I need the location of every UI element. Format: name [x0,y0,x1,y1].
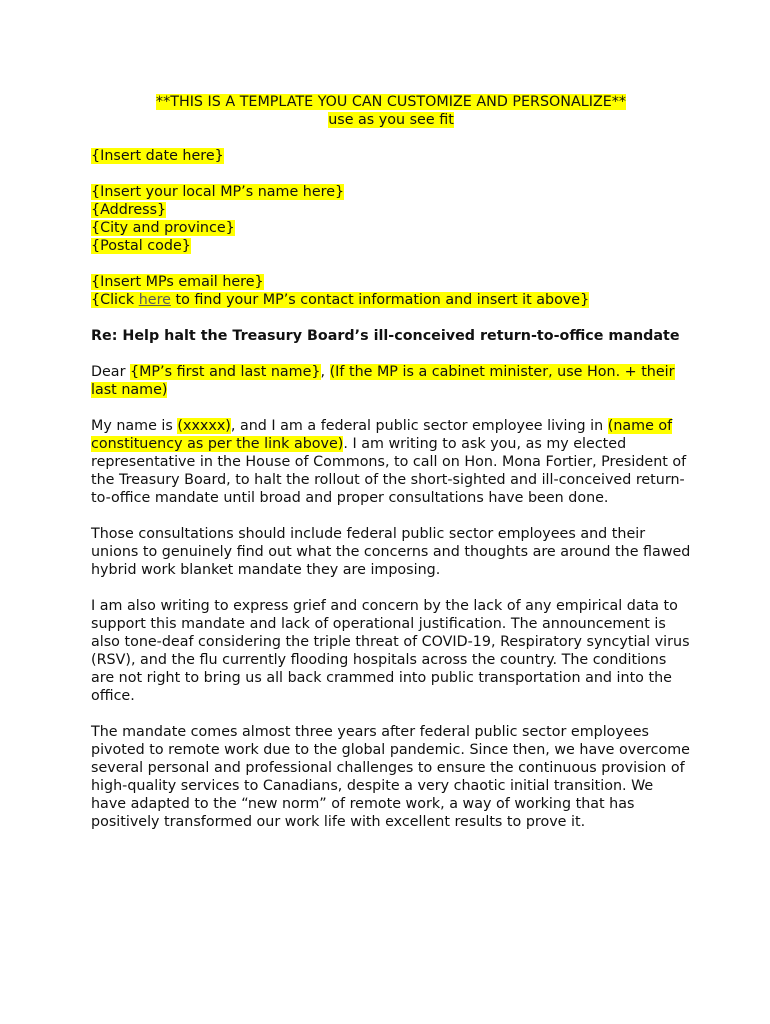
spacer [91,165,691,183]
spacer [91,255,691,273]
date-placeholder: {Insert date here} [91,148,224,164]
salutation: Dear {MP’s first and last name}, (If the MP is a cabinet minister, use Hon. + their last name) [91,364,675,398]
body-paragraph-4: The mandate comes almost three years after federal public sector employees pivoted to remote work due to the global pandemic. Since then, we have overcome several personal and professional challenges to ensure the continuous provision of high-quality services to Canadians, despite a very chaotic initial transition. We have adapted to the “new norm” of remote work, a way of working that has positively transformed our work life with excellent results to prove it. [91,724,690,830]
template-notice: **THIS IS A TEMPLATE YOU CAN CUSTOMIZE AND PERSONALIZE** [155,94,627,110]
letter-page [91,93,691,831]
spacer [91,705,691,723]
spacer [91,129,691,147]
spacer [91,579,691,597]
city-province-placeholder: {City and province} [91,220,235,236]
postal-code-placeholder: {Postal code} [91,238,191,254]
mp-lookup-link[interactable]: here [138,292,171,308]
email-placeholder: {Insert MPs email here} [91,274,264,290]
address-placeholder: {Address} [91,202,167,218]
subject-line: Re: Help halt the Treasury Board’s ill-conceived return-to-office mandate [91,328,680,344]
spacer [91,399,691,417]
mp-name-placeholder: {Insert your local MP’s name here} [91,184,345,200]
body-paragraph-2: Those consultations should include federal public sector employees and their unions to genuinely find out what the concerns and thoughts are around the flawed hybrid work blanket mandate they are imposing. [91,526,691,578]
spacer [91,345,691,363]
spacer [91,309,691,327]
contact-instruction: {Click here to find your MP’s contact information and insert it above} [91,292,590,308]
body-paragraph-1: My name is (xxxxx), and I am a federal public sector employee living in (name of constituency as per the link above). I am writing to ask you, as my elected representative in the House of Commons, to call on Hon. Mona Fortier, President of the Treasury Board, to halt the rollout of the short-sighted and ill-conceived return-to-office mandate until broad and proper consultations have been done. [91,418,687,506]
spacer [91,507,691,525]
usage-note: use as you see fit [328,112,454,128]
body-paragraph-3: I am also writing to express grief and concern by the lack of any empirical data to support this mandate and lack of operational justification. The announcement is also tone-deaf considering the triple threat of COVID-19, Respiratory syncytial virus (RSV), and the flu currently flooding hospitals across the country. The conditions are not right to bring us all back crammed into public transportation and into the office. [91,598,690,704]
